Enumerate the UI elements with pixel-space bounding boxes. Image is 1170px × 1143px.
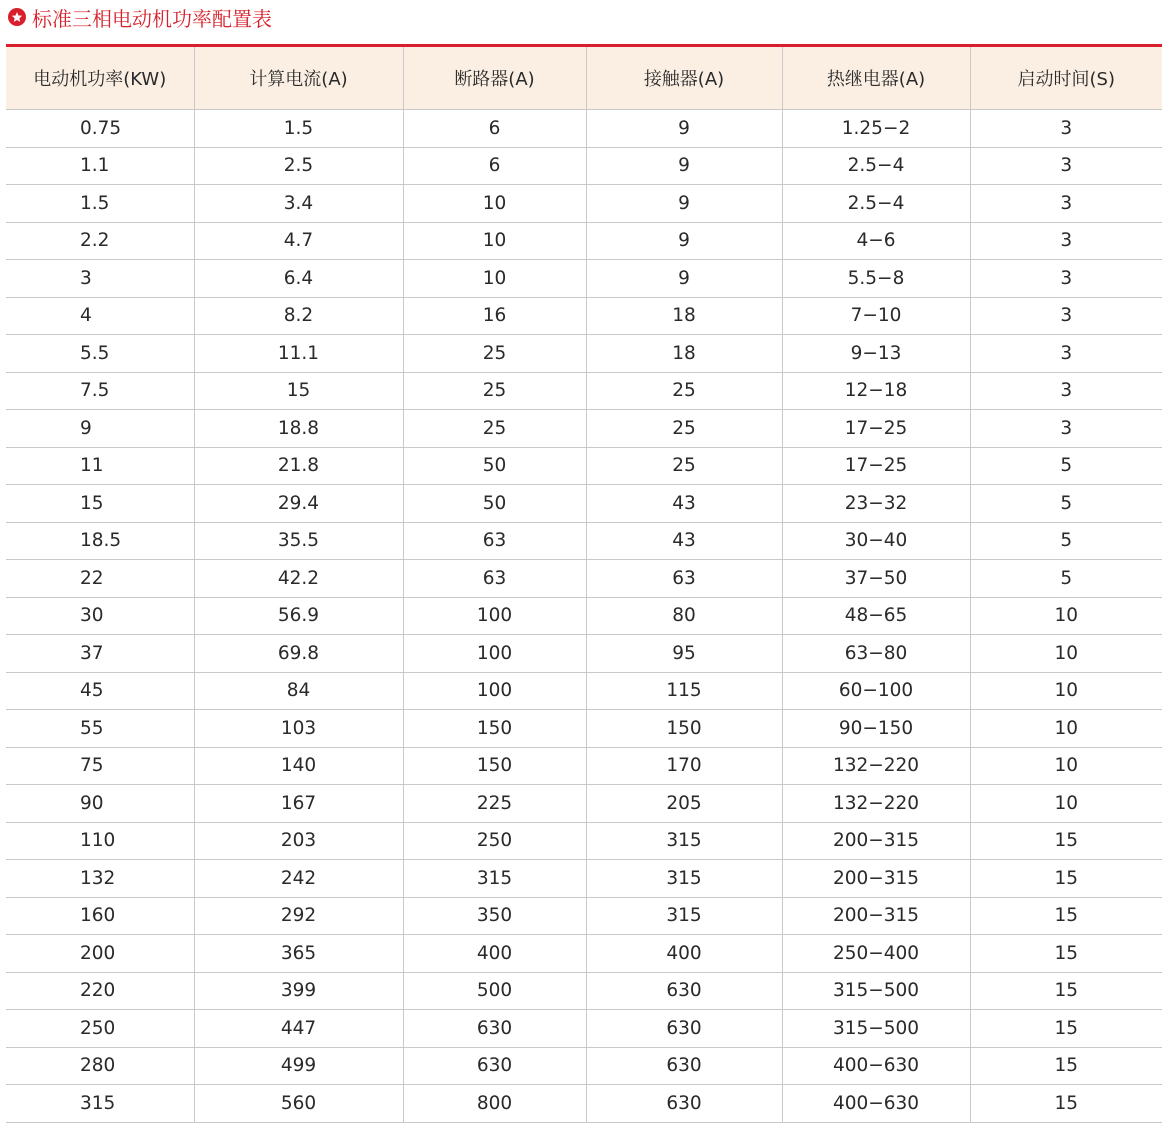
table-row <box>6 822 1162 860</box>
motor-config-table <box>6 47 1162 1123</box>
table-row <box>6 1047 1162 1085</box>
cell-start-time: 3 <box>970 410 1162 448</box>
cell-motor-power: 55 <box>6 710 194 748</box>
table-row <box>6 710 1162 748</box>
cell-calculated-current: 35.5 <box>194 522 403 560</box>
cell-motor-power: 280 <box>6 1047 194 1085</box>
cell-start-time: 10 <box>970 785 1162 823</box>
cell-motor-power: 9 <box>6 410 194 448</box>
cell-circuit-breaker: 225 <box>403 785 586 823</box>
cell-start-time: 3 <box>970 297 1162 335</box>
cell-motor-power: 250 <box>6 1010 194 1048</box>
cell-circuit-breaker: 10 <box>403 185 586 223</box>
cell-start-time: 5 <box>970 485 1162 523</box>
cell-motor-power: 3 <box>6 260 194 298</box>
table-row <box>6 672 1162 710</box>
cell-motor-power: 1.5 <box>6 185 194 223</box>
cell-start-time: 10 <box>970 635 1162 673</box>
cell-start-time: 15 <box>970 897 1162 935</box>
table-row <box>6 597 1162 635</box>
cell-calculated-current: 21.8 <box>194 447 403 485</box>
cell-motor-power: 132 <box>6 860 194 898</box>
cell-thermal-relay: 4−6 <box>782 222 970 260</box>
cell-circuit-breaker: 25 <box>403 372 586 410</box>
table-row <box>6 522 1162 560</box>
cell-motor-power: 45 <box>6 672 194 710</box>
page-title: 标准三相电动机功率配置表 <box>32 6 272 31</box>
cell-circuit-breaker: 150 <box>403 710 586 748</box>
cell-start-time: 3 <box>970 110 1162 148</box>
cell-calculated-current: 103 <box>194 710 403 748</box>
cell-motor-power: 11 <box>6 447 194 485</box>
cell-calculated-current: 6.4 <box>194 260 403 298</box>
cell-circuit-breaker: 315 <box>403 860 586 898</box>
cell-calculated-current: 11.1 <box>194 335 403 373</box>
cell-circuit-breaker: 25 <box>403 410 586 448</box>
cell-motor-power: 220 <box>6 972 194 1010</box>
cell-circuit-breaker: 100 <box>403 597 586 635</box>
cell-contactor: 9 <box>586 110 782 148</box>
cell-start-time: 15 <box>970 860 1162 898</box>
header-thermal-relay: 热继电器(A) <box>782 47 970 110</box>
cell-contactor: 170 <box>586 747 782 785</box>
cell-thermal-relay: 30−40 <box>782 522 970 560</box>
header-start-time: 启动时间(S) <box>970 47 1162 110</box>
cell-calculated-current: 1.5 <box>194 110 403 148</box>
cell-contactor: 9 <box>586 185 782 223</box>
cell-contactor: 95 <box>586 635 782 673</box>
cell-start-time: 15 <box>970 822 1162 860</box>
cell-start-time: 5 <box>970 560 1162 598</box>
cell-thermal-relay: 60−100 <box>782 672 970 710</box>
cell-calculated-current: 2.5 <box>194 147 403 185</box>
cell-contactor: 43 <box>586 522 782 560</box>
cell-thermal-relay: 37−50 <box>782 560 970 598</box>
cell-thermal-relay: 5.5−8 <box>782 260 970 298</box>
cell-contactor: 150 <box>586 710 782 748</box>
table-row <box>6 972 1162 1010</box>
cell-start-time: 10 <box>970 747 1162 785</box>
cell-thermal-relay: 2.5−4 <box>782 147 970 185</box>
table-row <box>6 897 1162 935</box>
cell-calculated-current: 69.8 <box>194 635 403 673</box>
cell-start-time: 3 <box>970 372 1162 410</box>
cell-motor-power: 200 <box>6 935 194 973</box>
cell-calculated-current: 365 <box>194 935 403 973</box>
cell-thermal-relay: 90−150 <box>782 710 970 748</box>
header-contactor: 接触器(A) <box>586 47 782 110</box>
cell-start-time: 10 <box>970 672 1162 710</box>
cell-circuit-breaker: 250 <box>403 822 586 860</box>
cell-start-time: 10 <box>970 710 1162 748</box>
cell-motor-power: 5.5 <box>6 335 194 373</box>
cell-thermal-relay: 315−500 <box>782 972 970 1010</box>
cell-calculated-current: 399 <box>194 972 403 1010</box>
cell-thermal-relay: 9−13 <box>782 335 970 373</box>
cell-thermal-relay: 7−10 <box>782 297 970 335</box>
cell-motor-power: 7.5 <box>6 372 194 410</box>
cell-contactor: 205 <box>586 785 782 823</box>
table-row <box>6 110 1162 148</box>
table-row <box>6 635 1162 673</box>
header-motor-power: 电动机功率(KW) <box>6 47 194 110</box>
cell-circuit-breaker: 25 <box>403 335 586 373</box>
cell-start-time: 3 <box>970 147 1162 185</box>
cell-contactor: 315 <box>586 822 782 860</box>
cell-motor-power: 160 <box>6 897 194 935</box>
cell-circuit-breaker: 16 <box>403 297 586 335</box>
cell-start-time: 5 <box>970 522 1162 560</box>
cell-contactor: 25 <box>586 372 782 410</box>
cell-contactor: 18 <box>586 297 782 335</box>
cell-calculated-current: 447 <box>194 1010 403 1048</box>
cell-motor-power: 110 <box>6 822 194 860</box>
cell-contactor: 80 <box>586 597 782 635</box>
cell-thermal-relay: 200−315 <box>782 860 970 898</box>
cell-calculated-current: 42.2 <box>194 560 403 598</box>
cell-motor-power: 37 <box>6 635 194 673</box>
table-row <box>6 560 1162 598</box>
cell-start-time: 3 <box>970 260 1162 298</box>
cell-circuit-breaker: 50 <box>403 447 586 485</box>
cell-circuit-breaker: 100 <box>403 672 586 710</box>
cell-motor-power: 0.75 <box>6 110 194 148</box>
cell-calculated-current: 3.4 <box>194 185 403 223</box>
cell-contactor: 630 <box>586 1047 782 1085</box>
table-row <box>6 185 1162 223</box>
cell-calculated-current: 140 <box>194 747 403 785</box>
table-row <box>6 372 1162 410</box>
cell-thermal-relay: 400−630 <box>782 1085 970 1123</box>
cell-thermal-relay: 48−65 <box>782 597 970 635</box>
cell-motor-power: 18.5 <box>6 522 194 560</box>
cell-motor-power: 2.2 <box>6 222 194 260</box>
cell-calculated-current: 4.7 <box>194 222 403 260</box>
cell-circuit-breaker: 630 <box>403 1010 586 1048</box>
table-row <box>6 485 1162 523</box>
table-header-row <box>6 47 1162 110</box>
cell-circuit-breaker: 63 <box>403 560 586 598</box>
cell-circuit-breaker: 50 <box>403 485 586 523</box>
cell-thermal-relay: 250−400 <box>782 935 970 973</box>
cell-contactor: 630 <box>586 1010 782 1048</box>
cell-contactor: 400 <box>586 935 782 973</box>
cell-contactor: 18 <box>586 335 782 373</box>
cell-thermal-relay: 17−25 <box>782 447 970 485</box>
cell-circuit-breaker: 630 <box>403 1047 586 1085</box>
cell-thermal-relay: 132−220 <box>782 785 970 823</box>
cell-thermal-relay: 400−630 <box>782 1047 970 1085</box>
cell-circuit-breaker: 6 <box>403 110 586 148</box>
cell-contactor: 63 <box>586 560 782 598</box>
cell-calculated-current: 203 <box>194 822 403 860</box>
star-icon <box>8 8 26 26</box>
table-row <box>6 147 1162 185</box>
cell-calculated-current: 18.8 <box>194 410 403 448</box>
cell-start-time: 15 <box>970 1047 1162 1085</box>
cell-contactor: 43 <box>586 485 782 523</box>
cell-calculated-current: 292 <box>194 897 403 935</box>
table-row <box>6 410 1162 448</box>
cell-thermal-relay: 2.5−4 <box>782 185 970 223</box>
cell-thermal-relay: 63−80 <box>782 635 970 673</box>
table-row <box>6 935 1162 973</box>
cell-start-time: 15 <box>970 935 1162 973</box>
table-row <box>6 335 1162 373</box>
cell-start-time: 15 <box>970 972 1162 1010</box>
cell-contactor: 25 <box>586 447 782 485</box>
table-row <box>6 860 1162 898</box>
cell-motor-power: 1.1 <box>6 147 194 185</box>
table-row <box>6 447 1162 485</box>
cell-circuit-breaker: 150 <box>403 747 586 785</box>
cell-circuit-breaker: 800 <box>403 1085 586 1123</box>
cell-thermal-relay: 132−220 <box>782 747 970 785</box>
cell-motor-power: 90 <box>6 785 194 823</box>
cell-circuit-breaker: 6 <box>403 147 586 185</box>
cell-contactor: 115 <box>586 672 782 710</box>
cell-start-time: 15 <box>970 1010 1162 1048</box>
cell-circuit-breaker: 350 <box>403 897 586 935</box>
cell-thermal-relay: 1.25−2 <box>782 110 970 148</box>
table-row <box>6 1010 1162 1048</box>
cell-start-time: 10 <box>970 597 1162 635</box>
cell-contactor: 630 <box>586 972 782 1010</box>
header-circuit-breaker: 断路器(A) <box>403 47 586 110</box>
cell-calculated-current: 15 <box>194 372 403 410</box>
cell-calculated-current: 84 <box>194 672 403 710</box>
cell-calculated-current: 499 <box>194 1047 403 1085</box>
cell-contactor: 315 <box>586 897 782 935</box>
cell-motor-power: 30 <box>6 597 194 635</box>
cell-contactor: 25 <box>586 410 782 448</box>
cell-thermal-relay: 315−500 <box>782 1010 970 1048</box>
cell-motor-power: 75 <box>6 747 194 785</box>
cell-start-time: 5 <box>970 447 1162 485</box>
cell-calculated-current: 167 <box>194 785 403 823</box>
cell-thermal-relay: 12−18 <box>782 372 970 410</box>
cell-circuit-breaker: 500 <box>403 972 586 1010</box>
table-row <box>6 1085 1162 1123</box>
header-calculated-current: 计算电流(A) <box>194 47 403 110</box>
cell-contactor: 9 <box>586 147 782 185</box>
title-bar <box>8 3 272 31</box>
cell-thermal-relay: 17−25 <box>782 410 970 448</box>
cell-thermal-relay: 200−315 <box>782 822 970 860</box>
cell-start-time: 3 <box>970 335 1162 373</box>
table-row <box>6 222 1162 260</box>
cell-circuit-breaker: 100 <box>403 635 586 673</box>
cell-start-time: 15 <box>970 1085 1162 1123</box>
cell-circuit-breaker: 10 <box>403 222 586 260</box>
cell-contactor: 630 <box>586 1085 782 1123</box>
cell-start-time: 3 <box>970 222 1162 260</box>
cell-motor-power: 15 <box>6 485 194 523</box>
cell-circuit-breaker: 10 <box>403 260 586 298</box>
cell-calculated-current: 242 <box>194 860 403 898</box>
cell-motor-power: 315 <box>6 1085 194 1123</box>
cell-calculated-current: 56.9 <box>194 597 403 635</box>
cell-calculated-current: 8.2 <box>194 297 403 335</box>
cell-calculated-current: 560 <box>194 1085 403 1123</box>
cell-motor-power: 22 <box>6 560 194 598</box>
cell-contactor: 9 <box>586 222 782 260</box>
cell-contactor: 315 <box>586 860 782 898</box>
cell-circuit-breaker: 400 <box>403 935 586 973</box>
cell-thermal-relay: 200−315 <box>782 897 970 935</box>
cell-thermal-relay: 23−32 <box>782 485 970 523</box>
cell-contactor: 9 <box>586 260 782 298</box>
cell-circuit-breaker: 63 <box>403 522 586 560</box>
cell-start-time: 3 <box>970 185 1162 223</box>
table-row <box>6 297 1162 335</box>
table-row <box>6 260 1162 298</box>
table-row <box>6 785 1162 823</box>
cell-motor-power: 4 <box>6 297 194 335</box>
table-row <box>6 747 1162 785</box>
cell-calculated-current: 29.4 <box>194 485 403 523</box>
